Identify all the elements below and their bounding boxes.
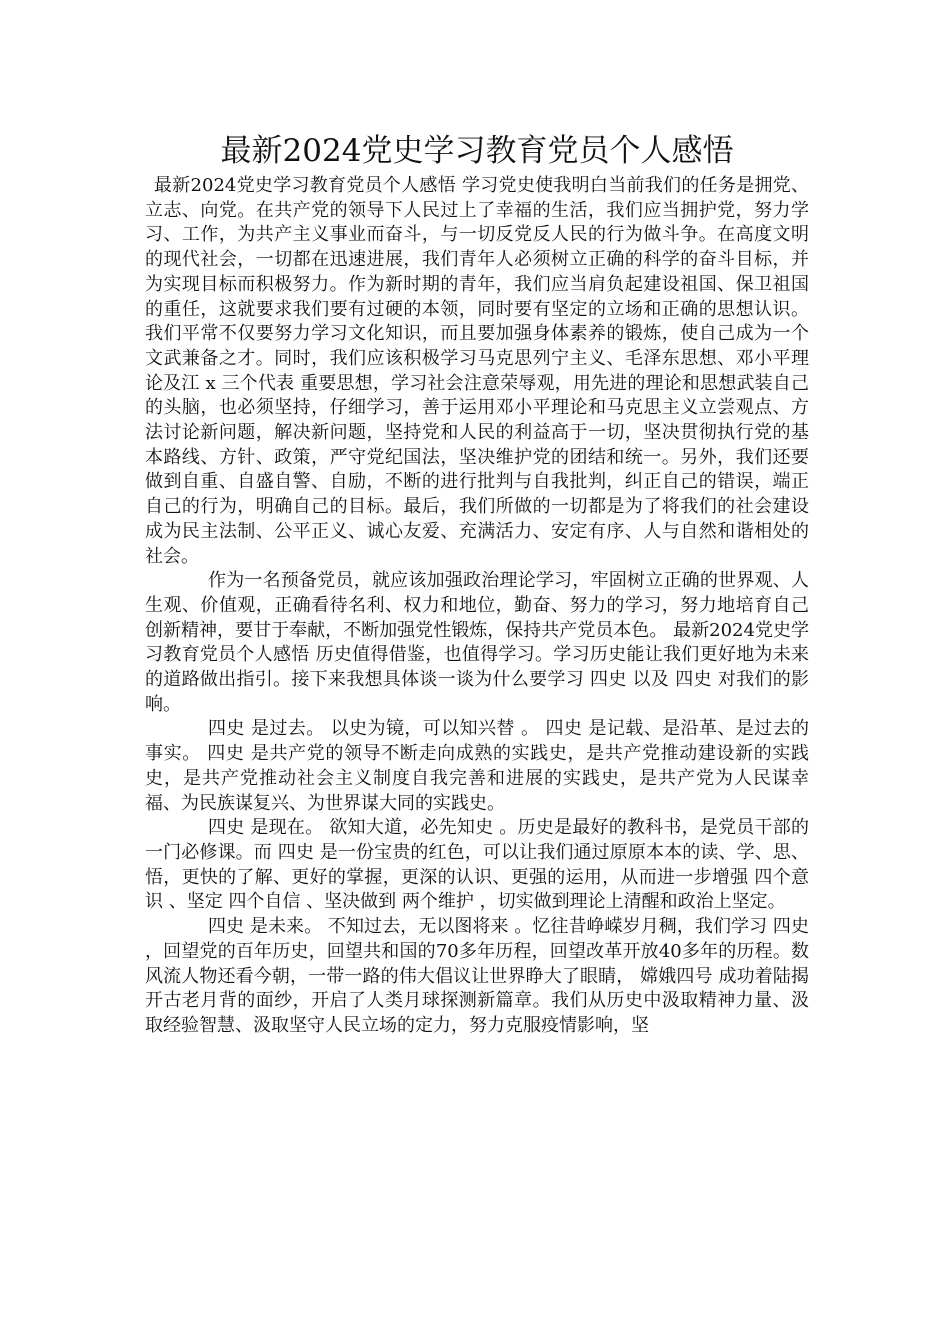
document-title: 最新2024党史学习教育党员个人感悟 xyxy=(220,133,734,169)
paragraph-3: 四史 是过去。 以史为镜，可以知兴替 。 四史 是记载、是沿革、是过去的事实。 四史 是共产党的领导不断走向成熟的实践史，是共产党推动建设新的实践史，是共产党推动社会主义制度自我完善和进展的实践史，是共产党为人民谋幸福、为民族谋复兴、为世界谋大同的实践史。 xyxy=(145,718,809,814)
paragraph-2: 作为一名预备党员，就应该加强政治理论学习，牢固树立正确的世界观、人生观、价值观，正确看待名利、权力和地位，勤奋、努力的学习，努力地培育自己创新精神，要甘于奉献，不断加强党性锻炼，保持共产党员本色。 最新2024党史学习教育党员个人感悟 历史值得借鉴，也值得学习。学习历史能让我们更好地为未来的道路做出指引。接下来我想具体谈一谈为什么要学习 四史 以及 四史 对我们的影响。 xyxy=(145,570,809,715)
document-page xyxy=(145,128,809,1039)
paragraph-4: 四史 是现在。 欲知大道，必先知史 。历史是最好的教科书，是党员干部的一门必修课。而 四史 是一份宝贵的红色，可以让我们通过原原本本的读、学、思、悟，更快的了解、更好的掌握，更深的认识、更强的运用，从而进一步增强 四个意识 、坚定 四个自信 、坚决做到 两个维护 ，切实做到理论上清醒和政治上坚定。 xyxy=(145,817,809,913)
paragraph-1: 最新2024党史学习教育党员个人感悟 学习党史使我明白当前我们的任务是拥党、立志、向党。在共产党的领导下人民过上了幸福的生活，我们应当拥护党，努力学习、工作，为共产主义事业而奋斗，与一切反党反人民的行为做斗争。在高度文明的现代社会，一切都在迅速进展，我们青年人必须树立正确的科学的奋斗目标，并为实现目标而积极努力。作为新时期的青年，我们应当肩负起建设祖国、保卫祖国的重任，这就要求我们要有过硬的本领，同时要有坚定的立场和正确的思想认识。我们平常不仅要努力学习文化知识，而且要加强身体素养的锻炼，使自己成为一个文武兼备之才。同时，我们应该积极学习马克思列宁主义、毛泽东思想、邓小平理论及江 x 三个代表 重要思想，学习社会注意荣辱观，用先进的理论和思想武装自己的头脑，也必须坚持，仔细学习，善于运用邓小平理论和马克思主义立尝观点、方法讨论新问题，解决新问题，坚持党和人民的利益高于一切，坚决贯彻执行党的基本路线、方针、政策，严守党纪国法，坚决维护党的团结和统一。另外，我们还要做到自重、自盛自警、自励，不断的进行批判与自我批判，纠正自己的错误，端正自己的行为，明确自己的目标。最后，我们所做的一切都是为了将我们的社会建设成为民主法制、公平正义、诚心友爱、充满活力、安定有序、人与自然和谐相处的社会。 xyxy=(145,175,809,567)
document-body xyxy=(145,174,809,1039)
paragraph-5: 四史 是未来。 不知过去，无以图将来 。忆往昔峥嵘岁月稠，我们学习 四史 ，回望党的百年历史，回望共和国的70多年历程，回望改革开放40多年的历程。数风流人物还看今朝，一带一路的伟大倡议让世界睁大了眼睛， 嫦娥四号 成功着陆揭开古老月背的面纱，开启了人类月球探测新篇章。我们从历史中汲取精神力量、汲取经验智慧、汲取坚守人民立场的定力，努力克服疫情影响，坚 xyxy=(145,916,809,1036)
